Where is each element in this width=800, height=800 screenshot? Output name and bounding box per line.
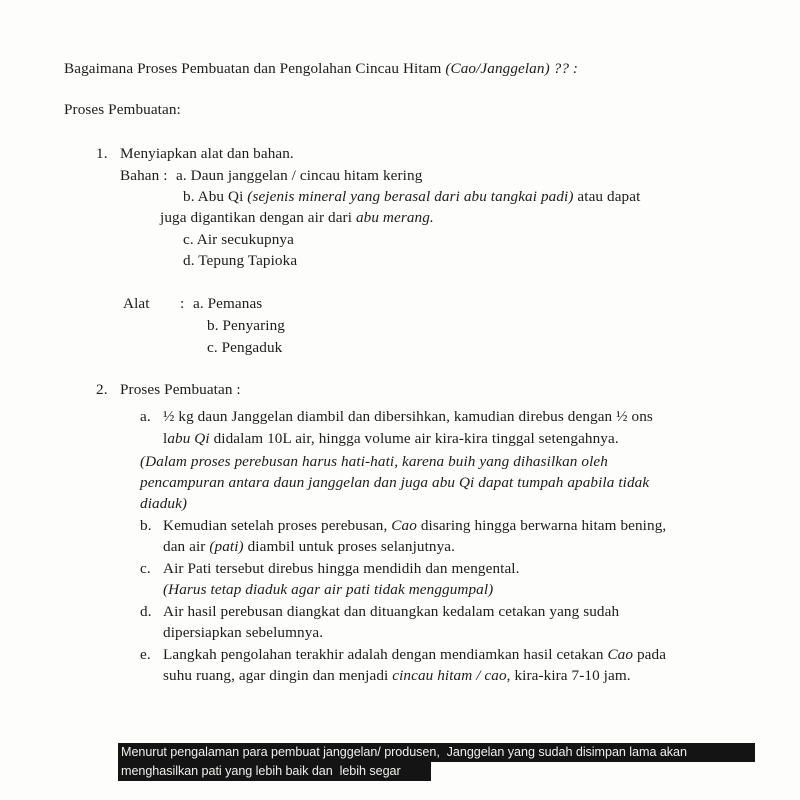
bahan-b-italic: (sejenis mineral yang berasal dari abu tangkai padi) (247, 188, 574, 205)
bahan-item-a: a. Daun janggelan / cincau hitam kering (176, 167, 423, 184)
sub-item-mark-c: c. (140, 560, 151, 577)
sub-item-a-line2 (163, 428, 619, 449)
sub-item-a-note-line3: diaduk) (140, 495, 188, 512)
sub-item-a-note-line2: pencampuran antara daun janggelan dan juga abu Qi dapat tumpah apabila tidak (140, 474, 650, 491)
bahan-item-d: d. Tepung Tapioka (183, 252, 298, 269)
sub-item-e-line1-post: pada (633, 646, 667, 663)
bahan-item-b-line1 (183, 186, 640, 207)
sub-item-mark-b: b. (140, 517, 152, 534)
list-item-title-1: Menyiapkan alat dan bahan. (120, 145, 294, 162)
sub-item-b-line2 (163, 536, 455, 557)
sub-item-b-line1 (163, 515, 666, 536)
sub-item-a-line2-italic: abu Qi (167, 430, 210, 447)
sub-item-e-line1 (163, 644, 666, 665)
bahan-b2-italic: abu merang. (355, 209, 434, 226)
sub-item-a-line2-post: didalam 10L air, hingga volume air kira-kira tinggal setengahnya. (209, 430, 619, 447)
list-item-number-2: 2. (96, 381, 108, 398)
heading-text-plain: Bagaimana Proses Pembuatan dan Pengolahan Cincau Hitam (64, 60, 446, 77)
bahan-item-c: c. Air secukupnya (183, 231, 294, 248)
sub-item-b-line1-italic: Cao (391, 517, 417, 534)
alat-item-b: b. Penyaring (207, 317, 285, 334)
sub-item-e-line1-pre: Langkah pengolahan terakhir adalah dengan mendiamkan hasil cetakan (163, 646, 608, 663)
bahan-item-b-line2 (160, 207, 434, 228)
sub-item-b-line2-post: diambil untuk proses selanjutnya. (243, 538, 456, 555)
sub-item-a-line2-pre: l (163, 430, 168, 447)
list-item-title-2: Proses Pembuatan : (120, 381, 241, 398)
heading-text-suffix: ?? : (549, 60, 579, 77)
sub-item-mark-d: d. (140, 603, 152, 620)
bahan-b-pre: b. Abu Qi (183, 188, 248, 205)
sub-item-mark-e: e. (140, 646, 151, 663)
sub-item-e-line2-pre: suhu ruang, agar dingin dan menjadi (163, 667, 393, 684)
bahan-b-post: atau dapat (573, 188, 641, 205)
sub-item-d-line2: dipersiapkan sebelumnya. (163, 624, 324, 641)
sub-item-e-line2-post: , kira-kira 7-10 jam. (506, 667, 631, 684)
sub-item-d-line1: Air hasil perebusan diangkat dan dituangkan kedalam cetakan yang sudah (163, 603, 620, 620)
sub-item-b-line2-italic: (pati) (209, 538, 244, 555)
sub-item-e-line1-italic: Cao (607, 646, 634, 663)
list-item-number-1: 1. (96, 145, 108, 162)
subheading: Proses Pembuatan: (64, 101, 181, 118)
sub-item-b-line1-post: disaring hingga berwarna hitam bening, (416, 517, 667, 534)
sub-item-c-line2: (Harus tetap diaduk agar air pati tidak menggumpal) (163, 581, 494, 598)
heading-text-italic: (Cao/Janggelan) (445, 60, 550, 77)
banner-line-2: menghasilkan pati yang lebih baik dan lebih segar (118, 762, 431, 781)
sub-item-a-line1: ½ kg daun Janggelan diambil dan dibersihkan, kamudian direbus dengan ½ ons (163, 408, 653, 425)
alat-label: Alat (123, 295, 150, 312)
alat-item-c: c. Pengaduk (207, 339, 283, 356)
highlighted-note-banner (118, 743, 758, 783)
sub-item-mark-a: a. (140, 408, 151, 425)
bahan-label: Bahan : (120, 167, 168, 184)
sub-item-a-note-line1: (Dalam proses perebusan harus hati-hati, karena buih yang dihasilkan oleh (140, 453, 608, 470)
sub-item-e-line2 (163, 665, 631, 686)
alat-colon: : (180, 295, 185, 312)
sub-item-e-line2-italic: cincau hitam / cao (392, 667, 507, 684)
bahan-b2-pre: juga digantikan dengan air dari (160, 209, 356, 226)
document-heading (64, 58, 578, 79)
sub-item-b-line2-pre: dan air (163, 538, 210, 555)
sub-item-b-line1-pre: Kemudian setelah proses perebusan, (163, 517, 392, 534)
alat-item-a: a. Pemanas (193, 295, 263, 312)
banner-line-1: Menurut pengalaman para pembuat janggelan/ produsen, Janggelan yang sudah disimpan lama akan (118, 743, 755, 762)
sub-item-c-line1: Air Pati tersebut direbus hingga mendidih dan mengental. (163, 560, 520, 577)
